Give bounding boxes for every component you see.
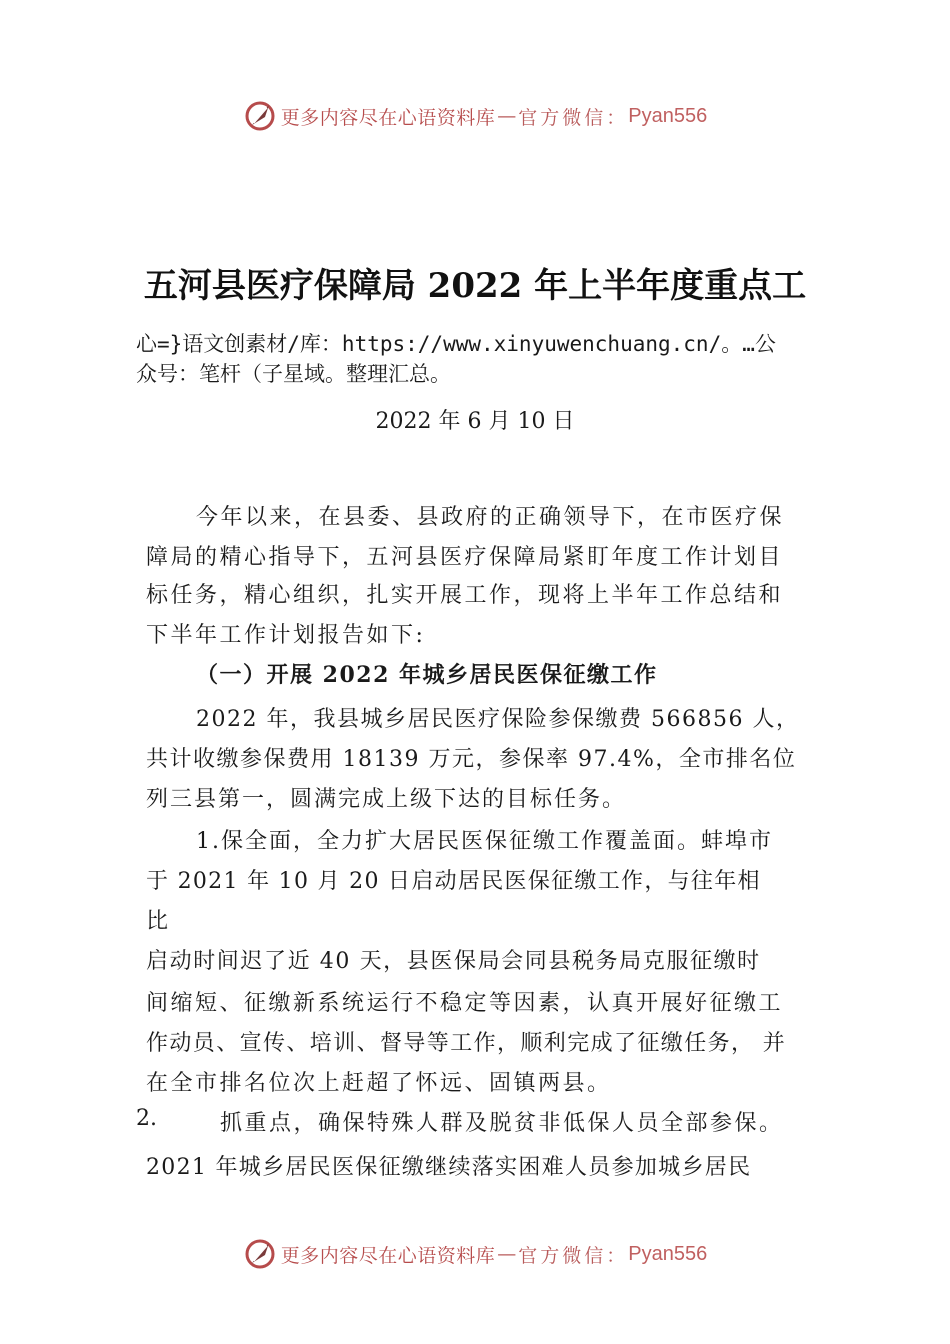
quill-logo-icon [243, 1237, 277, 1271]
body-line: 标任务，精心组织，扎实开展工作，现将上半年工作总结和 [146, 583, 784, 608]
watermark-banner-bottom [0, 1234, 950, 1274]
document-date: 2022 年 6 月 10 日 [375, 409, 575, 434]
document-title: 五河县医疗保障局 2022 年上半年度重点工 [143, 266, 807, 306]
source-line-2: 众号：笔杆（子星域。整理汇总。 [136, 362, 451, 386]
body-line: 2022 年，我县城乡居民医疗保险参保缴费 566856 人， [196, 707, 800, 732]
watermark-brand: 更多内容尽在心语资料库 [280, 106, 496, 129]
body-line: 列三县第一，圆满完成上级下达的目标任务。 [146, 787, 627, 812]
body-line: 于 2021 年 10 月 20 日启动居民医保征缴工作，与往年相 [146, 869, 761, 894]
body-line: 1.保全面，全力扩大居民医保征缴工作覆盖面。蚌埠市 [196, 829, 773, 854]
watermark-wechat-id: Pyan556 [628, 1242, 708, 1265]
body-line: 比 [146, 909, 169, 934]
body-line: 共计收缴参保费用 18139 万元，参保率 97.4%，全市排名位 [146, 747, 797, 772]
section-heading: （一）开展 2022 年城乡居民医保征缴工作 [196, 662, 658, 688]
body-line: 下半年工作计划报告如下: [146, 623, 426, 648]
body-line: 抓重点，确保特殊人群及脱贫非低保人员全部参保。 [220, 1111, 784, 1136]
watermark-wechat-label: 官方微信： [518, 1244, 629, 1267]
watermark-separator: — [497, 105, 517, 127]
source-line-1: 心=}语文创素材/库：https://www.xinyuwenchuang.cn/。…公 [136, 332, 776, 356]
body-line: 2021 年城乡居民医保征缴继续落实困难人员参加城乡居民 [146, 1155, 752, 1180]
body-line: 作动员、宣传、培训、督导等工作，顺利完成了征缴任务， 并 [146, 1031, 787, 1056]
watermark-wechat-label: 官方微信： [518, 106, 629, 129]
body-line: 间缩短、征缴新系统运行不稳定等因素，认真开展好征缴工 [146, 991, 784, 1016]
watermark-brand: 更多内容尽在心语资料库 [280, 1244, 496, 1267]
list-number: 2. [136, 1106, 157, 1131]
body-line: 在全市排名位次上赶超了怀远、固镇两县。 [146, 1071, 612, 1096]
quill-logo-icon [243, 99, 277, 133]
watermark-separator: — [497, 1243, 517, 1265]
body-line: 今年以来，在县委、县政府的正确领导下，在市医疗保 [196, 505, 785, 530]
watermark-wechat-id: Pyan556 [628, 104, 708, 127]
body-line: 障局的精心指导下，五河县医疗保障局紧盯年度工作计划目 [146, 545, 784, 570]
watermark-banner-top [0, 96, 950, 136]
body-line: 启动时间迟了近 40 天，县医保局会同县税务局克服征缴时 [146, 949, 761, 974]
